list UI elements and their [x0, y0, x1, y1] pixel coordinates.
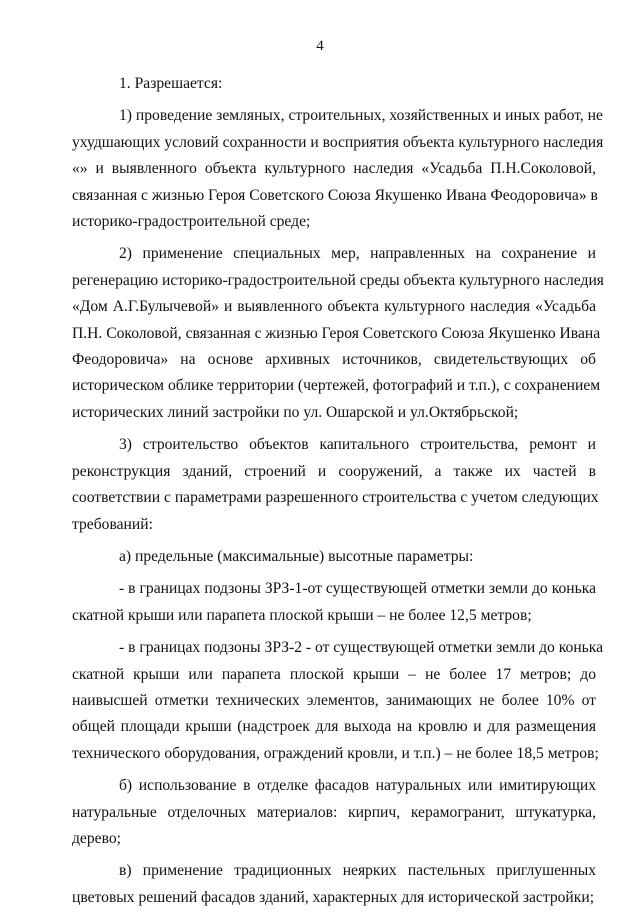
paragraph-line: - в границах подзоны ЗРЗ-2 - от существующей отметки земли до конька — [119, 639, 604, 657]
paragraph-line: Феодоровича» на основе архивных источников, свидетельствующих об — [72, 351, 596, 369]
paragraph-line: натуральные отделочных материалов: кирпич, керамогранит, штукатурка, — [72, 803, 596, 821]
paragraph-line: «Дом А.Г.Булычевой» и выявленного объекта культурного наследия «Усадьба — [72, 298, 596, 316]
paragraph — [72, 241, 604, 426]
paragraph-line: - в границах подзоны ЗРЗ-1-от существующей отметки земли до конька — [119, 580, 596, 598]
paragraph-line: П.Н. Соколовой, связанная с жизнью Героя Советского Союза Якушенко Ивана — [72, 324, 601, 342]
paragraph — [72, 858, 596, 911]
paragraph-line: цветовых решений фасадов зданий, характерных для исторической застройки; — [72, 888, 595, 906]
paragraph-line: требований: — [72, 515, 153, 533]
paragraph — [72, 432, 599, 538]
paragraph-line: общей площади крыши (надстроек для выхода на кровлю и для размещения — [72, 718, 596, 736]
paragraph-line: исторических линий застройки по ул. Ошарской и ул.Октябрьской; — [72, 403, 519, 421]
paragraph-line: регенерацию историко-градостроительной среды объекта культурного наследия — [72, 271, 604, 289]
paragraph-line: наивысшей отметки технических элементов, занимающих не более 10% от — [72, 691, 596, 709]
paragraph-line: 1. Разрешается: — [119, 75, 223, 92]
paragraph-line: в) применение традиционных неярких пастельных приглушенных — [119, 862, 596, 880]
paragraph — [72, 773, 596, 852]
document-body — [72, 71, 604, 917]
paragraph-line: 1) проведение земляных, строительных, хозяйственных и иных работ, не — [119, 107, 603, 125]
paragraph-line: а) предельные (максимальные) высотные параметры: — [119, 547, 474, 565]
paragraph-line: реконструкция зданий, строений и сооружений, а также их частей в — [72, 462, 596, 480]
paragraph-line: связанная с жизнью Героя Советского Союза Якушенко Ивана Феодоровича» в — [72, 186, 598, 204]
paragraph-line: 2) применение специальных мер, направленных на сохранение и — [119, 245, 596, 263]
paragraph — [72, 635, 604, 767]
paragraph — [72, 544, 596, 570]
paragraph-line: историко-градостроительной среде; — [72, 213, 311, 231]
paragraph-line: скатной крыши или парапета плоской крыши – не более 17 метров; до — [72, 665, 596, 683]
paragraph-line: скатной крыши или парапета плоской крыши – не более 12,5 метров; — [72, 606, 532, 624]
paragraph — [72, 103, 604, 235]
paragraph-line: «» и выявленного объекта культурного наследия «Усадьба П.Н.Соколовой, — [72, 160, 596, 178]
paragraph-line: 3) строительство объектов капитального строительства, ремонт и — [119, 436, 596, 454]
paragraph — [72, 576, 596, 629]
paragraph — [72, 71, 596, 97]
paragraph-line: технического оборудования, ограждений кровли, и т.п.) – не более 18,5 метров; — [72, 744, 599, 762]
paragraph-line: дерево; — [72, 829, 121, 847]
page-number: 4 — [316, 38, 324, 54]
paragraph-line: историческом облике территории (чертежей, фотографий и т.п.), с сохранением — [72, 377, 601, 395]
paragraph-line: б) использование в отделке фасадов натуральных или имитирующих — [119, 777, 596, 795]
paragraph-line: соответствии с параметрами разрешенного строительства с учетом следующих — [72, 489, 599, 507]
paragraph-line: ухудшающих условий сохранности и восприятия объекта культурного наследия — [72, 133, 604, 151]
